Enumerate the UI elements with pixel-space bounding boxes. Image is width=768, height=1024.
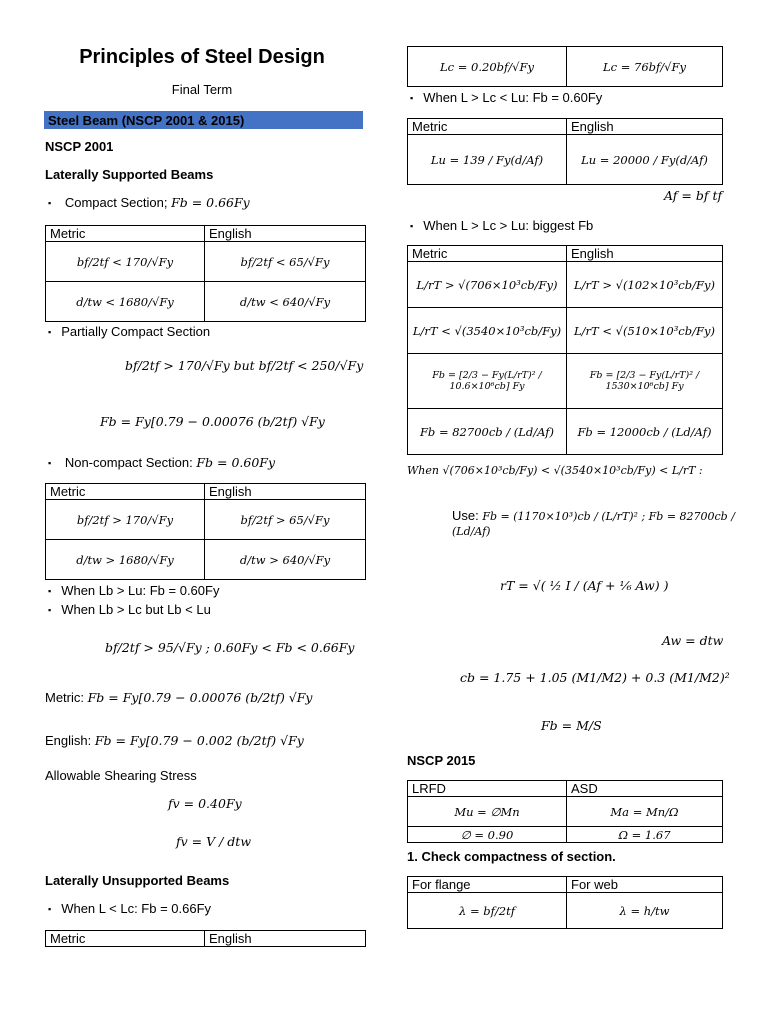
cell: bf/2tf < 65/√Fy <box>205 242 366 282</box>
table-header-metric: Metric <box>46 484 205 500</box>
cell: Lc = 0.20bf/√Fy <box>408 47 567 87</box>
use-label: Use: <box>452 508 479 523</box>
use-eq: Fb = (1170×10³)cb / (L/rT)² ; Fb = 82700cb / (Ld/Af) <box>452 510 735 538</box>
cell: Fb = [2/3 − Fy(L/rT)² / 1530×10⁶cb] Fy <box>567 354 723 409</box>
when-unsupported-item: ▪ When L < Lc: Fb = 0.66Fy <box>48 901 211 916</box>
table-header-metric: Metric <box>46 226 205 242</box>
metric-eq-label: Metric: <box>45 690 84 705</box>
when-lb-lu-item: ▪ When Lb > Lu: Fb = 0.60Fy <box>48 583 219 598</box>
cell: bf/2tf > 170/√Fy <box>46 500 205 540</box>
allowable-shear-label: Allowable Shearing Stress <box>45 768 197 783</box>
page-subtitle: Final Term <box>171 82 233 97</box>
cell: Fb = 82700cb / (Ld/Af) <box>408 409 567 455</box>
page-title: Principles of Steel Design <box>79 46 325 68</box>
cell: L/rT < √(510×10³cb/Fy) <box>567 308 723 354</box>
section-band: Steel Beam (NSCP 2001 & 2015) <box>44 111 363 129</box>
table-header-metric: Metric <box>46 931 205 947</box>
table-noncompact <box>45 483 366 580</box>
table-lu <box>407 118 723 185</box>
cell: ∅ = 0.90 <box>408 827 567 843</box>
when-lc-lu-item: ▪ When L > Lc < Lu: Fb = 0.60Fy <box>410 90 602 105</box>
compact-label: Compact Section; <box>64 195 168 210</box>
noncompact-label: Non-compact Section: <box>64 455 193 470</box>
cell: Ma = Mn/Ω <box>567 797 723 827</box>
table-header-web: For web <box>567 877 723 893</box>
heading-nscp2001: NSCP 2001 <box>45 139 114 154</box>
cell: Fb = [2/3 − Fy(L/rT)² / 10.6×10⁶cb] Fy <box>408 354 567 409</box>
table-compact <box>45 225 366 322</box>
english-eq-line <box>45 733 304 748</box>
english-eq: Fb = Fy[0.79 − 0.002 (b/2tf) √Fy <box>94 733 304 748</box>
table-header-asd: ASD <box>567 781 723 797</box>
metric-eq: Fb = Fy[0.79 − 0.00076 (b/2tf) √Fy <box>87 690 313 705</box>
cell: Lu = 20000 / Fy(d/Af) <box>567 135 723 185</box>
compact-eq: Fb = 0.66Fy <box>171 195 250 210</box>
cell: bf/2tf > 65/√Fy <box>205 500 366 540</box>
cell: Lc = 76bf/√Fy <box>567 47 723 87</box>
table-header-english: English <box>205 226 366 242</box>
partial-compact-item: ▪ Partially Compact Section <box>48 324 210 339</box>
cell: Fb = 12000cb / (Ld/Af) <box>567 409 723 455</box>
table-lrfd-asd <box>407 780 723 843</box>
partial-eq1: bf/2tf > 170/√Fy but bf/2tf < 250/√Fy <box>125 358 364 373</box>
when-biggest-item: ▪ When L > Lc > Lu: biggest Fb <box>410 218 593 233</box>
heading-laterally-supported: Laterally Supported Beams <box>45 167 214 182</box>
metric-eq-line <box>45 690 313 705</box>
fv-eq1: fv = 0.40Fy <box>168 796 242 811</box>
fb-ms-eq: Fb = M/S <box>541 718 602 733</box>
noncompact-eq: Fb = 0.60Fy <box>196 455 276 470</box>
use-line <box>452 508 768 538</box>
cell: d/tw > 640/√Fy <box>205 540 366 580</box>
heading-nscp2015: NSCP 2015 <box>407 753 476 768</box>
when-between: When √(706×10³cb/Fy) < √(3540×10³cb/Fy) < L/rT : <box>407 464 703 477</box>
cell: L/rT < √(3540×10³cb/Fy) <box>408 308 567 354</box>
table-unsupported-long <box>407 245 723 455</box>
check-compactness: 1. Check compactness of section. <box>407 849 616 864</box>
table-header-metric: Metric <box>408 119 567 135</box>
table-header-english: English <box>205 484 366 500</box>
cell: d/tw > 1680/√Fy <box>46 540 205 580</box>
table-header-english: English <box>567 246 723 262</box>
cell: d/tw < 1680/√Fy <box>46 282 205 322</box>
cell: Lu = 139 / Fy(d/Af) <box>408 135 567 185</box>
cell: λ = bf/2tf <box>408 893 567 929</box>
table-header-english: English <box>567 119 723 135</box>
eq-when2: bf/2tf > 95/√Fy ; 0.60Fy < Fb < 0.66Fy <box>105 640 355 655</box>
table-header-english: English <box>205 931 366 947</box>
cell: L/rT > √(102×10³cb/Fy) <box>567 262 723 308</box>
cell: λ = h/tw <box>567 893 723 929</box>
noncompact-item <box>48 455 275 470</box>
table-lc <box>407 46 723 87</box>
table-lambda <box>407 876 723 929</box>
rt-eq: rT = √( ½ I / (Af + ⅙ Aw) ) <box>500 578 669 593</box>
partial-eq2: Fb = Fy[0.79 − 0.00076 (b/2tf) √Fy <box>100 414 325 429</box>
cell: Ω = 1.67 <box>567 827 723 843</box>
fv-eq2: fv = V / dtw <box>176 834 252 849</box>
table-header-metric: Metric <box>408 246 567 262</box>
cell: d/tw < 640/√Fy <box>205 282 366 322</box>
cell: L/rT > √(706×10³cb/Fy) <box>408 262 567 308</box>
cell: Mu = ∅Mn <box>408 797 567 827</box>
af-eq: Af = bf tf <box>664 188 723 203</box>
when-lb-lc-item: ▪ When Lb > Lc but Lb < Lu <box>48 602 211 617</box>
cb-eq: cb = 1.75 + 1.05 (M1/M2) + 0.3 (M1/M2)² <box>460 670 730 685</box>
compact-section-item <box>48 195 250 210</box>
table-header-lrfd: LRFD <box>408 781 567 797</box>
heading-laterally-unsupported: Laterally Unsupported Beams <box>45 873 230 888</box>
when-between-line <box>407 463 703 477</box>
english-eq-label: English: <box>45 733 92 748</box>
aw-eq: Aw = dtw <box>662 633 724 648</box>
table-header-flange: For flange <box>408 877 567 893</box>
cell: bf/2tf < 170/√Fy <box>46 242 205 282</box>
table-unsupported <box>45 930 366 947</box>
